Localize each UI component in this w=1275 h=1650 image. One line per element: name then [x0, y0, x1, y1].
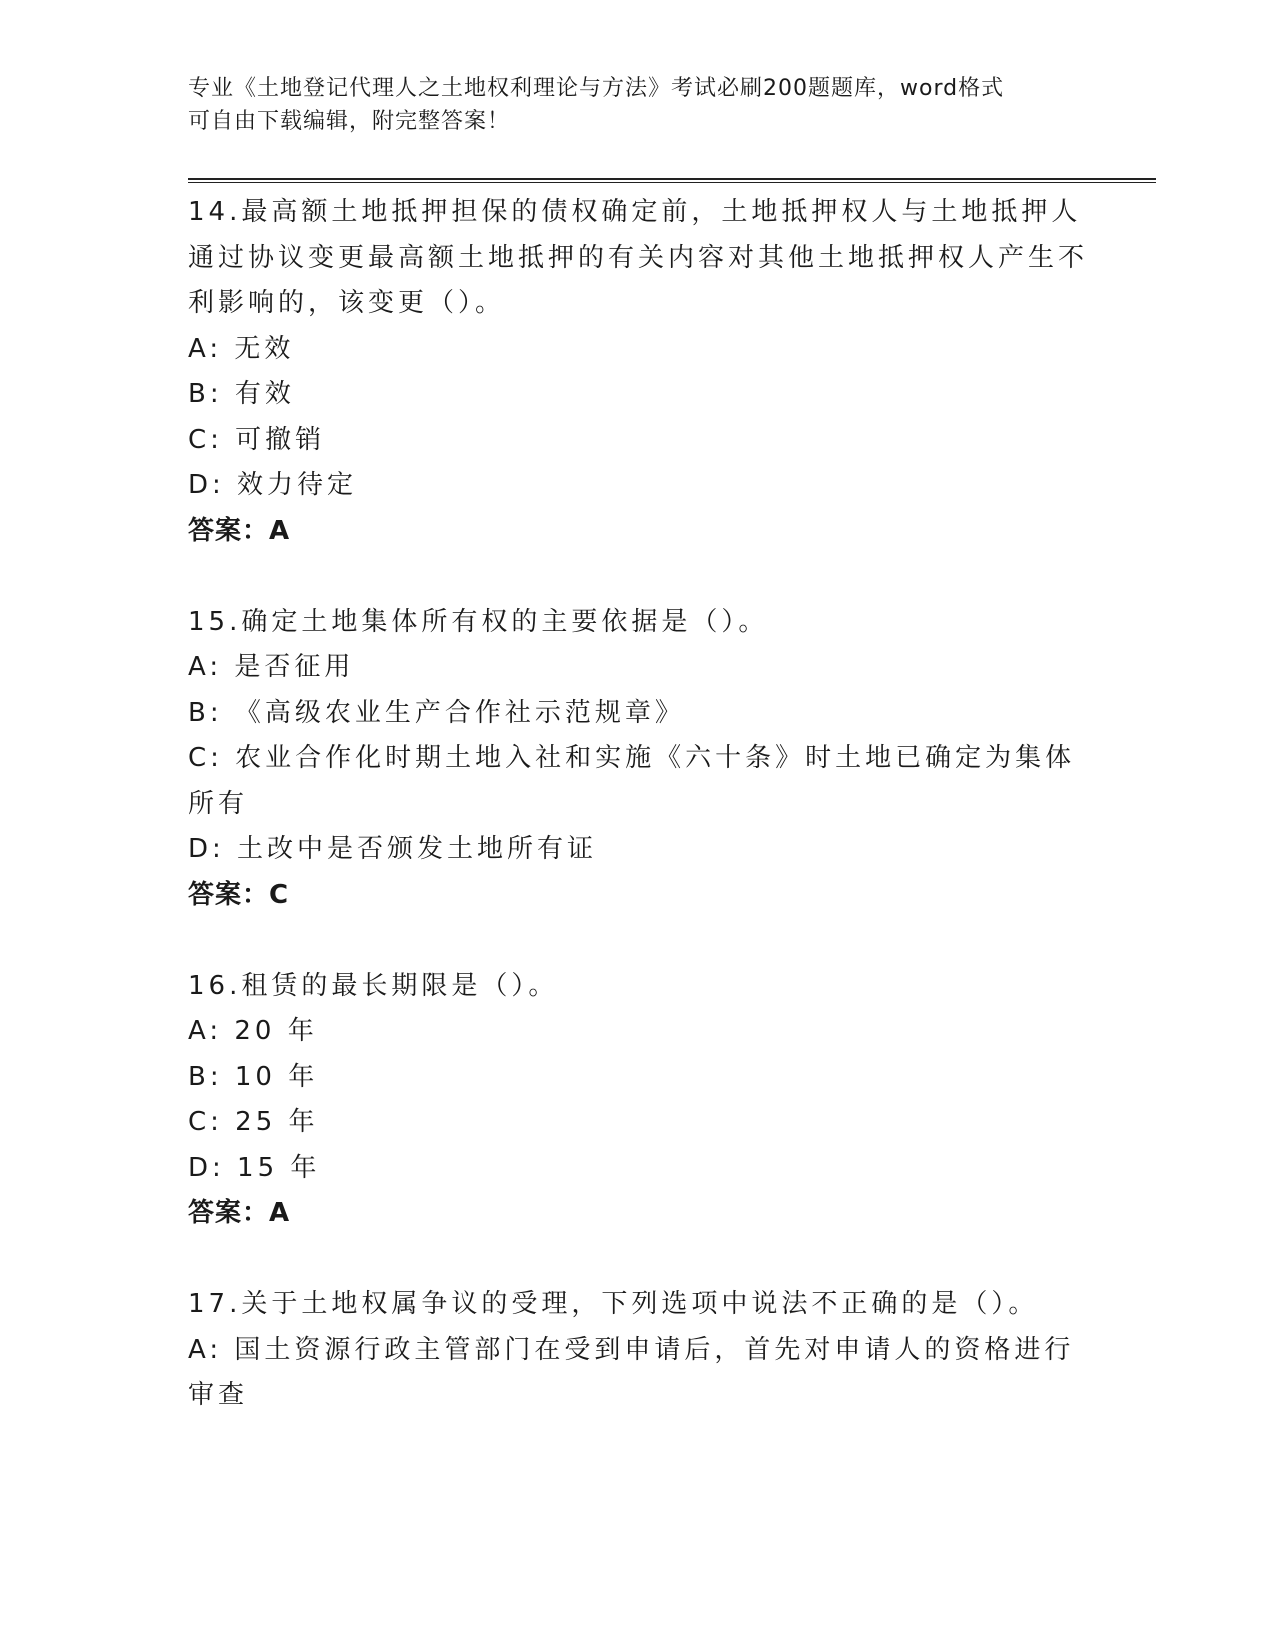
option-d: D: 效力待定 — [188, 470, 358, 500]
answer-label: 答案：A — [188, 1198, 291, 1228]
question-spacer — [188, 1237, 1088, 1283]
question-stem: 15.确定土地集体所有权的主要依据是（）。 — [188, 606, 769, 637]
header-divider — [188, 178, 1156, 183]
question-stem: 16.租赁的最长期限是（）。 — [188, 970, 559, 1001]
question-spacer — [188, 918, 1088, 964]
question-16 — [188, 964, 1088, 1283]
option-b: B: 10 年 — [188, 1061, 319, 1092]
option-d: D: 15 年 — [188, 1152, 321, 1183]
header-line-1: 专业《土地登记代理人之土地权利理论与方法》考试必刷200题题库，word格式 — [188, 76, 1005, 101]
question-stem: 14.最高额土地抵押担保的债权确定前，土地抵押权人与土地抵押人通过协议变更最高额土地抵押的有关内容对其他土地抵押权人产生不利影响的，该变更（）。 — [188, 197, 1089, 318]
question-list — [188, 188, 1088, 1419]
header-line-2: 可自由下载编辑，附完整答案！ — [188, 109, 511, 134]
option-c: C: 农业合作化时期土地入社和实施《六十条》时土地已确定为集体所有 — [188, 743, 1076, 819]
option-c: C: 可撤销 — [188, 424, 326, 455]
question-spacer — [188, 554, 1088, 600]
option-b: B: 《高级农业生产合作社示范规章》 — [188, 697, 685, 728]
answer-label: 答案：A — [188, 515, 291, 546]
option-b: B: 有效 — [188, 379, 295, 409]
question-14 — [188, 188, 1088, 600]
answer-label: 答案：C — [188, 879, 290, 910]
option-a: A: 20 年 — [188, 1016, 318, 1046]
option-d: D: 土改中是否颁发土地所有证 — [188, 834, 598, 864]
option-c: C: 25 年 — [188, 1107, 319, 1137]
question-17 — [188, 1282, 1088, 1419]
question-15 — [188, 600, 1088, 964]
document-header — [188, 72, 1068, 138]
option-a: A: 国土资源行政主管部门在受到申请后，首先对申请人的资格进行审查 — [188, 1334, 1075, 1410]
question-stem: 17.关于土地权属争议的受理，下列选项中说法不正确的是（）。 — [188, 1289, 1039, 1319]
option-a: A: 无效 — [188, 333, 295, 364]
option-a: A: 是否征用 — [188, 652, 355, 682]
